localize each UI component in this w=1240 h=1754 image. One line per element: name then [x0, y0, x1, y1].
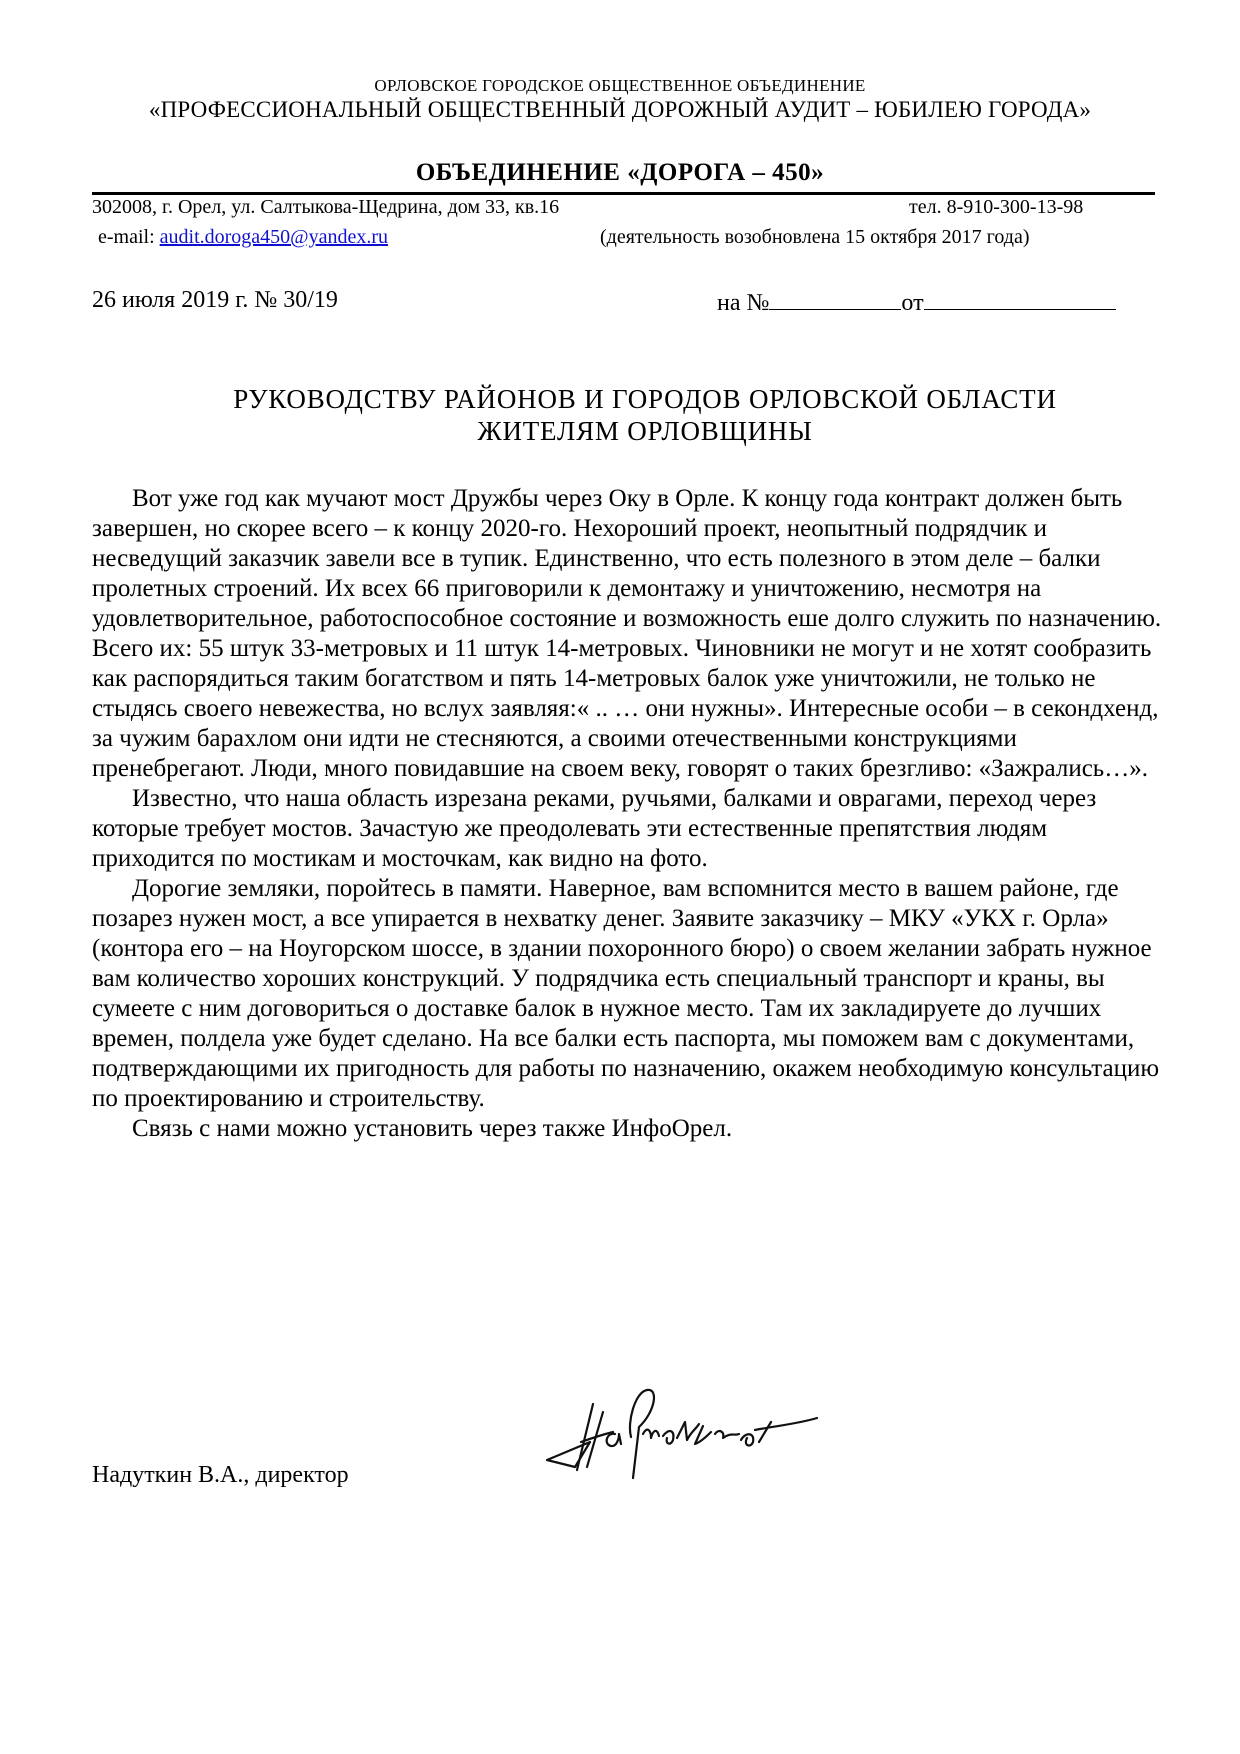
email-label: e-mail: — [98, 226, 160, 248]
org-motto-name: «ПРОФЕССИОНАЛЬНЫЙ ОБЩЕСТВЕННЫЙ ДОРОЖНЫЙ АУДИТ – ЮБИЛЕЮ ГОРОДА» — [148, 97, 1092, 122]
header-divider — [92, 192, 1155, 195]
in-reply-label: на № — [717, 290, 770, 316]
reply-date-blank — [924, 287, 1116, 310]
letter-body — [92, 484, 1162, 1144]
signature-icon — [535, 1382, 835, 1492]
reply-number-blank — [769, 287, 901, 310]
org-full-name: ОРЛОВСКОЕ ГОРОДСКОЕ ОБЩЕСТВЕННОЕ ОБЪЕДИНЕНИЕ — [374, 76, 866, 95]
addressee-line-1: РУКОВОДСТВУ РАЙОНОВ И ГОРОДОВ ОРЛОВСКОЙ ОБЛАСТИ — [233, 384, 1057, 414]
from-label: от — [901, 290, 924, 316]
reply-reference — [717, 287, 1116, 317]
email-row — [98, 226, 388, 249]
letter-date-number: 26 июля 2019 г. № 30/19 — [92, 287, 338, 313]
activity-resumed-note: (деятельность возобновлена 15 октября 2017 года) — [600, 226, 1030, 248]
signer-name-title: Надуткин В.А., директор — [92, 1462, 349, 1488]
org-address: 302008, г. Орел, ул. Салтыкова-Щедрина, дом 33, кв.16 — [92, 196, 560, 218]
addressee-line-2: ЖИТЕЛЯМ ОРЛОВЩИНЫ — [477, 416, 813, 446]
body-paragraph: Известно, что наша область изрезана реками, ручьями, балками и оврагами, переход через которые требует мостов. Зачастую же преодолевать эти естественные препятствия людям приходится по мостикам и мосточкам, как видно на фото. — [92, 785, 1097, 872]
body-paragraph: Вот уже год как мучают мост Дружбы через Оку в Орле. К концу года контракт должен быть завершен, но скорее всего – к концу 2020-го. Нехороший проект, неопытный подрядчик и несведущий заказчик завели все в тупик. Единственно, что есть полезного в этом деле – балки пролетных строений. Их всех 66 приговорили к демонтажу и уничтожению, несмотря на удовлетворительное, работоспособное состояние и возможность еше долго служить по назначению. Всего их: 55 штук 33-метровых и 11 штук 14-метровых. Чиновники не могут и не хотят сообразить как распорядиться таким богатством и пять 14-метровых балок уже уничтожили, не только не стыдясь своего невежества, но вслух заявляя:« .. … они нужны». Интересные особи – в секондхенд, за чужим барахлом они идти не стесняются, а своими отечественными конструкциями пренебрегают. Люди, много повидавшие на своем веку, говорят о таких брезгливо: «Зажрались…». — [92, 485, 1162, 782]
body-paragraph: Связь с нами можно установить через также ИнфоОрел. — [132, 1115, 733, 1142]
body-paragraph: Дорогие земляки, поройтесь в памяти. Наверное, вам вспомнится место в вашем районе, где позарез нужен мост, а все упирается в нехватку денег. Заявите заказчику – МКУ «УКХ г. Орла» (контора его – на Ноугорском шоссе, в здании похоронного бюро) о своем желании забрать нужное вам количество хороших конструкций. У подрядчика есть специальный транспорт и краны, вы сумеете с ним договориться о доставке балок в нужное место. Там их закладируете до лучших времен, полдела уже будет сделано. На все балки есть паспорта, мы поможем вам с документами, подтверждающими их пригодность для работы по назначению, окажем необходимую консультацию по проектированию и строительству. — [92, 875, 1160, 1112]
email-link[interactable]: audit.doroga450@yandex.ru — [159, 226, 388, 248]
org-phone: тел. 8-910-300-13-98 — [909, 196, 1084, 218]
org-title: ОБЪЕДИНЕНИЕ «ДОРОГА – 450» — [415, 159, 825, 186]
